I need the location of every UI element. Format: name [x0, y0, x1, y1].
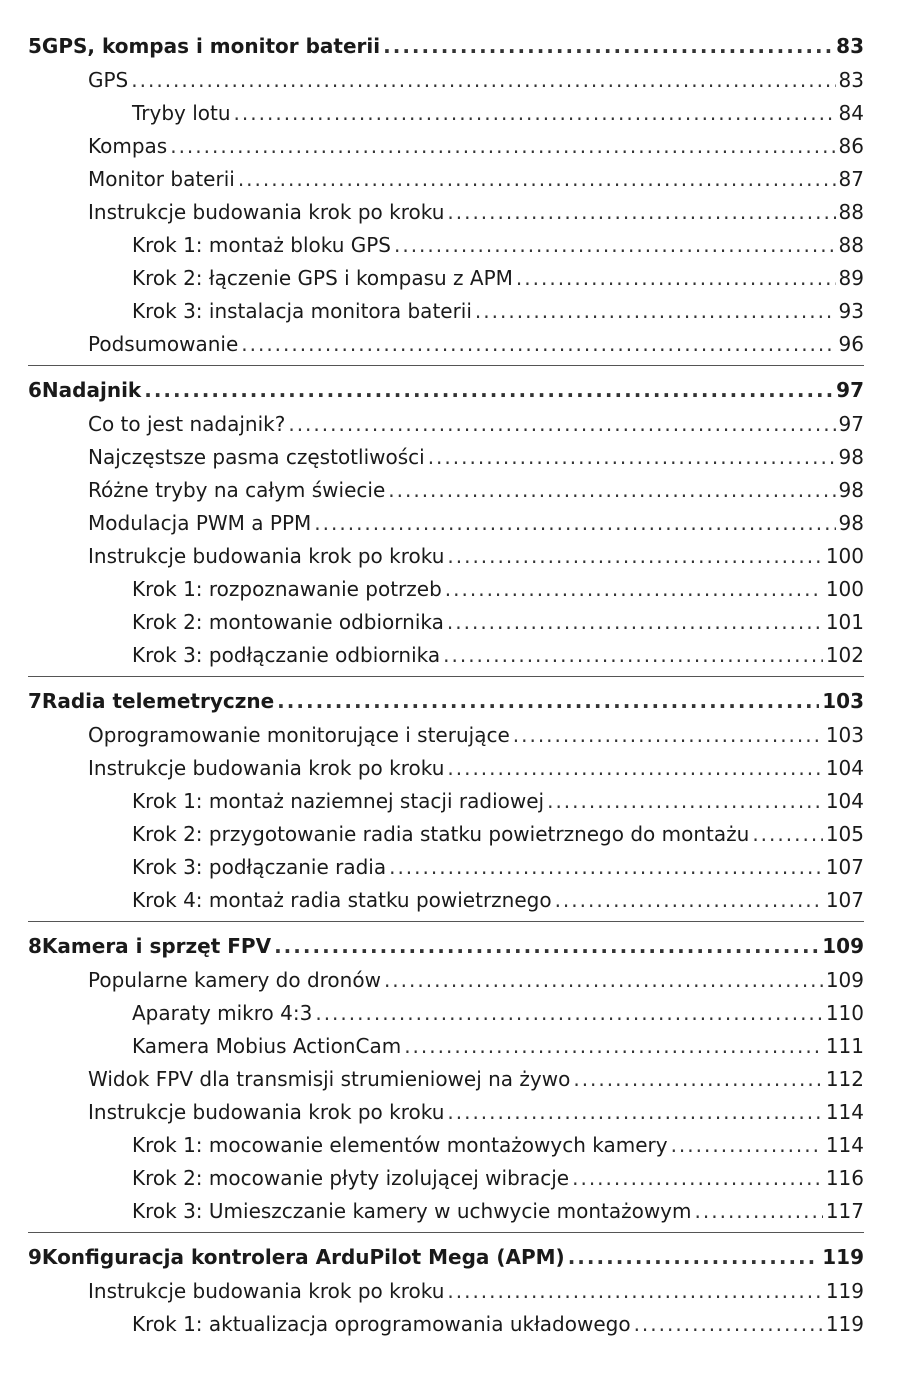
dot-leader	[555, 884, 823, 917]
chapter-number: 9	[28, 1245, 42, 1269]
page-number: 119	[822, 1245, 864, 1269]
dot-leader	[394, 229, 836, 262]
toc-entry[interactable]	[28, 64, 864, 97]
toc-entry[interactable]	[28, 130, 864, 163]
dot-leader	[131, 64, 835, 97]
chapter-heading[interactable]	[28, 28, 864, 64]
entry-title: Krok 1: mocowanie elementów montażowych kamery	[132, 1133, 668, 1157]
page-number: 93	[838, 299, 864, 323]
toc-subentry[interactable]	[28, 295, 864, 328]
chapter-section	[28, 28, 864, 366]
entry-title: Różne tryby na całym świecie	[88, 478, 386, 502]
entry-title: Kamera Mobius ActionCam	[132, 1034, 402, 1058]
toc-subentry[interactable]	[28, 851, 864, 884]
dot-leader	[475, 295, 836, 328]
toc-entry[interactable]	[28, 408, 864, 441]
dot-leader	[404, 1030, 823, 1063]
page-number: 87	[838, 167, 864, 191]
toc-subentry[interactable]	[28, 97, 864, 130]
dot-leader	[695, 1195, 823, 1228]
page-number: 104	[825, 789, 864, 813]
chapter-section	[28, 1239, 864, 1345]
dot-leader	[234, 97, 836, 130]
chapter-title: Radia telemetryczne	[41, 689, 275, 713]
dot-leader	[315, 997, 822, 1030]
chapter-title: GPS, kompas i monitor baterii	[41, 34, 381, 58]
toc-entry[interactable]	[28, 964, 864, 997]
entry-title: Krok 2: montowanie odbiornika	[132, 610, 444, 634]
page-number: 103	[825, 723, 864, 747]
dot-leader	[634, 1308, 823, 1341]
chapter-section	[28, 372, 864, 677]
page-number: 98	[838, 511, 864, 535]
dot-leader	[752, 818, 823, 851]
toc-subentry[interactable]	[28, 997, 864, 1030]
entry-title: Krok 3: instalacja monitora baterii	[132, 299, 472, 323]
page-number: 105	[825, 822, 864, 846]
page-number: 89	[838, 266, 864, 290]
page-number: 100	[825, 544, 864, 568]
chapter-heading[interactable]	[28, 1239, 864, 1275]
toc-entry[interactable]	[28, 474, 864, 507]
page-number: 109	[822, 934, 864, 958]
dot-leader	[447, 196, 835, 229]
page-number: 111	[825, 1034, 864, 1058]
entry-title: Aparaty mikro 4:3	[132, 1001, 313, 1025]
entry-title: Instrukcje budowania krok po kroku	[88, 756, 445, 780]
entry-title: Krok 1: montaż naziemnej stacji radiowej	[132, 789, 545, 813]
dot-leader	[274, 928, 819, 964]
entry-title: Krok 3: Umieszczanie kamery w uchwycie montażowym	[132, 1199, 692, 1223]
toc-entry[interactable]	[28, 1063, 864, 1096]
page-number: 116	[825, 1166, 864, 1190]
page-number: 98	[838, 445, 864, 469]
dot-leader	[388, 474, 835, 507]
chapter-title: Konfiguracja kontrolera ArduPilot Mega (APM)	[41, 1245, 565, 1269]
dot-leader	[547, 785, 823, 818]
dot-leader	[447, 752, 822, 785]
entry-title: Kompas	[88, 134, 168, 158]
page-number: 88	[838, 200, 864, 224]
chapter-title: Kamera i sprzęt FPV	[41, 934, 272, 958]
toc-subentry[interactable]	[28, 1308, 864, 1341]
entry-title: Najczęstsze pasma częstotliwości	[88, 445, 425, 469]
chapter-number: 7	[28, 689, 42, 713]
page-number: 84	[838, 101, 864, 125]
toc-entry[interactable]	[28, 441, 864, 474]
dot-leader	[241, 328, 835, 361]
dot-leader	[384, 964, 823, 997]
entry-title: Instrukcje budowania krok po kroku	[88, 544, 445, 568]
page-number: 83	[838, 68, 864, 92]
dot-leader	[428, 441, 836, 474]
toc-subentry[interactable]	[28, 1129, 864, 1162]
toc-subentry[interactable]	[28, 785, 864, 818]
entry-title: Tryby lotu	[132, 101, 231, 125]
toc-entry[interactable]	[28, 1275, 864, 1308]
entry-title: Modulacja PWM a PPM	[88, 511, 312, 535]
page-number: 96	[838, 332, 864, 356]
chapter-title: Nadajnik	[41, 378, 142, 402]
chapter-heading[interactable]	[28, 928, 864, 964]
toc-entry[interactable]	[28, 1096, 864, 1129]
dot-leader	[238, 163, 836, 196]
dot-leader	[288, 408, 835, 441]
entry-title: Krok 4: montaż radia statku powietrznego	[132, 888, 552, 912]
toc-subentry[interactable]	[28, 639, 864, 672]
dot-leader	[447, 1275, 822, 1308]
entry-title: Oprogramowanie monitorujące i sterujące	[88, 723, 510, 747]
page-number: 83	[836, 34, 864, 58]
entry-title: Instrukcje budowania krok po kroku	[88, 1100, 445, 1124]
page-number: 119	[825, 1279, 864, 1303]
entry-title: Krok 2: łączenie GPS i kompasu z APM	[132, 266, 513, 290]
toc-subentry[interactable]	[28, 884, 864, 917]
table-of-contents	[28, 28, 864, 1351]
page-number: 109	[825, 968, 864, 992]
dot-leader	[170, 130, 835, 163]
toc-entry[interactable]	[28, 540, 864, 573]
dot-leader	[277, 683, 819, 719]
page-number: 100	[825, 577, 864, 601]
page-number: 101	[825, 610, 864, 634]
dot-leader	[516, 262, 836, 295]
dot-leader	[389, 851, 823, 884]
dot-leader	[144, 372, 833, 408]
chapter-section	[28, 683, 864, 922]
dot-leader	[568, 1239, 820, 1275]
page-number: 86	[838, 134, 864, 158]
chapter-section	[28, 928, 864, 1233]
toc-subentry[interactable]	[28, 818, 864, 851]
chapter-number: 8	[28, 934, 42, 958]
entry-title: Krok 3: podłączanie radia	[132, 855, 387, 879]
entry-title: Monitor baterii	[88, 167, 235, 191]
toc-subentry[interactable]	[28, 1195, 864, 1228]
dot-leader	[314, 507, 835, 540]
dot-leader	[513, 719, 823, 752]
dot-leader	[383, 28, 833, 64]
dot-leader	[447, 540, 822, 573]
toc-subentry[interactable]	[28, 229, 864, 262]
toc-entry[interactable]	[28, 328, 864, 361]
page-number: 98	[838, 478, 864, 502]
page-number: 117	[825, 1199, 864, 1223]
dot-leader	[445, 573, 823, 606]
entry-title: Krok 1: aktualizacja oprogramowania układowego	[132, 1312, 631, 1336]
toc-entry[interactable]	[28, 196, 864, 229]
chapter-number: 6	[28, 378, 42, 402]
dot-leader	[447, 606, 823, 639]
chapter-number: 5	[28, 34, 42, 58]
page-number: 107	[825, 888, 864, 912]
entry-title: Krok 3: podłączanie odbiornika	[132, 643, 441, 667]
toc-entry[interactable]	[28, 719, 864, 752]
toc-subentry[interactable]	[28, 262, 864, 295]
page-number: 97	[838, 412, 864, 436]
page-number: 88	[838, 233, 864, 257]
page-number: 104	[825, 756, 864, 780]
dot-leader	[443, 639, 823, 672]
entry-title: Widok FPV dla transmisji strumieniowej na żywo	[88, 1067, 571, 1091]
entry-title: Co to jest nadajnik?	[88, 412, 286, 436]
page-number: 103	[822, 689, 864, 713]
page-number: 107	[825, 855, 864, 879]
page-number: 114	[825, 1100, 864, 1124]
chapter-heading[interactable]	[28, 372, 864, 408]
page-number: 114	[825, 1133, 864, 1157]
entry-title: GPS	[88, 68, 129, 92]
toc-entry[interactable]	[28, 507, 864, 540]
toc-entry[interactable]	[28, 163, 864, 196]
entry-title: Krok 1: montaż bloku GPS	[132, 233, 391, 257]
entry-title: Krok 2: mocowanie płyty izolującej wibracje	[132, 1166, 570, 1190]
dot-leader	[447, 1096, 822, 1129]
page-number: 110	[825, 1001, 864, 1025]
toc-subentry[interactable]	[28, 1162, 864, 1195]
dot-leader	[572, 1162, 823, 1195]
page-number: 112	[825, 1067, 864, 1091]
entry-title: Krok 1: rozpoznawanie potrzeb	[132, 577, 442, 601]
dot-leader	[671, 1129, 823, 1162]
page-number: 97	[836, 378, 864, 402]
toc-entry[interactable]	[28, 752, 864, 785]
entry-title: Instrukcje budowania krok po kroku	[88, 200, 445, 224]
toc-subentry[interactable]	[28, 606, 864, 639]
entry-title: Krok 2: przygotowanie radia statku powietrznego do montażu	[132, 822, 750, 846]
chapter-heading[interactable]	[28, 683, 864, 719]
entry-title: Popularne kamery do dronów	[88, 968, 381, 992]
toc-subentry[interactable]	[28, 1030, 864, 1063]
toc-subentry[interactable]	[28, 573, 864, 606]
dot-leader	[573, 1063, 822, 1096]
entry-title: Podsumowanie	[88, 332, 239, 356]
page-number: 119	[825, 1312, 864, 1336]
entry-title: Instrukcje budowania krok po kroku	[88, 1279, 445, 1303]
page-number: 102	[825, 643, 864, 667]
